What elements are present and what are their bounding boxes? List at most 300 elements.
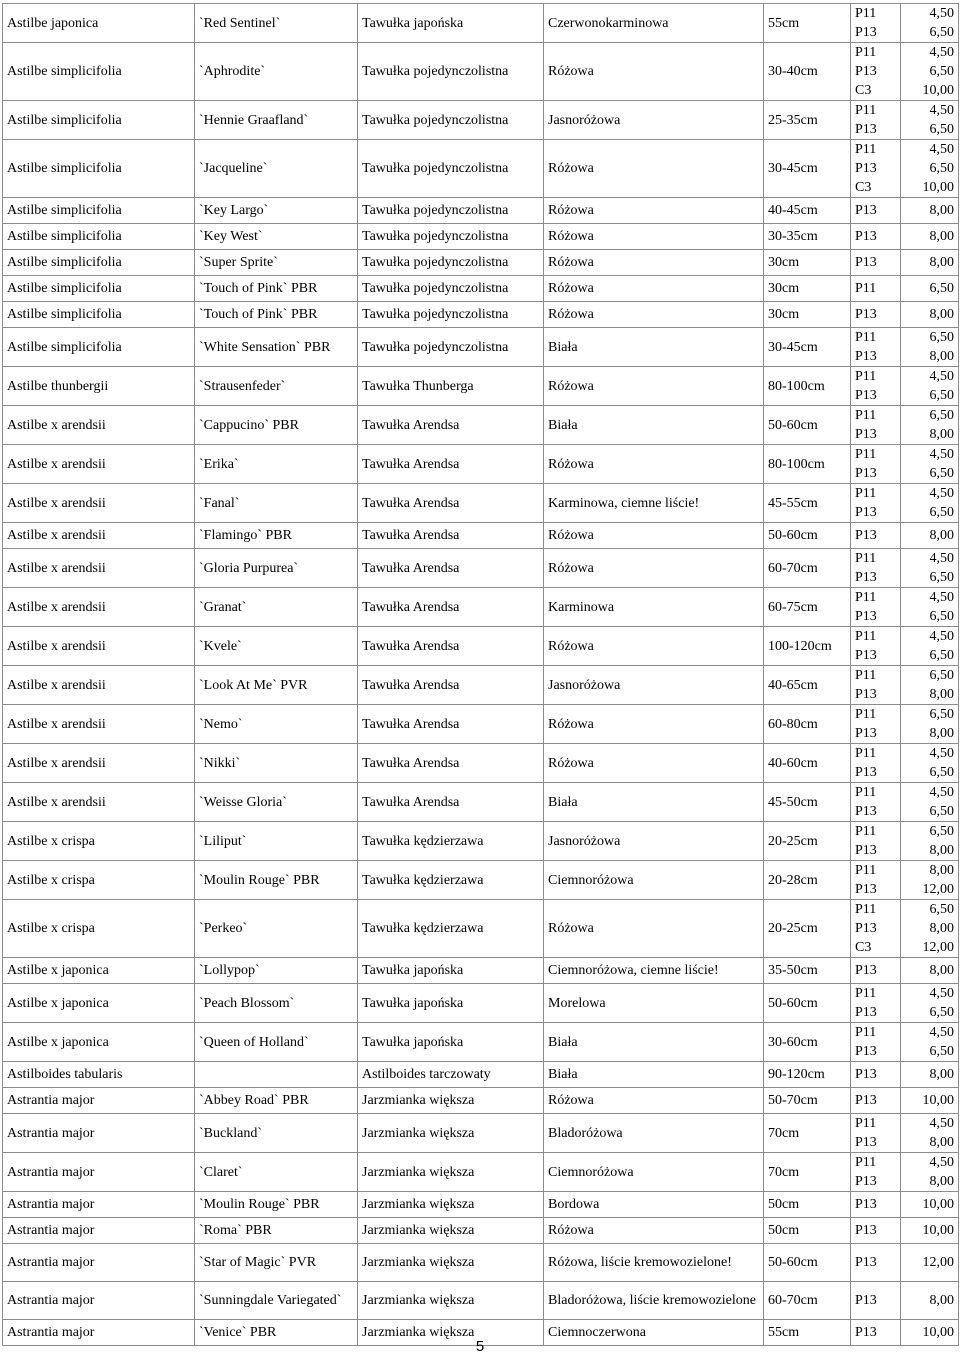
price-cell [901,250,959,276]
latin-name-cell: Astilbe simplicifolia [3,302,195,328]
table-row [3,276,959,302]
pot-size: P11 [855,746,877,761]
price: 6,50 [929,388,954,403]
table-row [3,861,959,900]
cultivar-cell: `Claret` [195,1153,358,1192]
latin-name-cell: Astilbe x arendsii [3,627,195,666]
pot-size: P11 [855,330,877,345]
page-number: 5 [475,1338,485,1355]
pot-size-cell [851,900,901,958]
latin-name-cell: Astilbe x japonica [3,958,195,984]
color-cell: Różowa [544,198,764,224]
color-cell: Biała [544,1062,764,1088]
table-row [3,1062,959,1088]
pot-size: P13 [855,349,877,364]
table-row [3,140,959,198]
height-cell: 20-25cm [764,900,851,958]
price: 6,50 [929,25,954,40]
table-row [3,445,959,484]
latin-name-cell: Astilbe simplicifolia [3,198,195,224]
price: 6,50 [929,609,954,624]
pot-size-cell [851,861,901,900]
price: 4,50 [929,369,954,384]
pot-size: P13 [855,64,877,79]
height-cell: 55cm [764,1320,851,1346]
price: 6,50 [929,824,954,839]
pot-size: P13 [855,648,877,663]
pot-size: P13 [855,1067,877,1082]
latin-name-cell: Astrantia major [3,1088,195,1114]
pot-size: P11 [855,668,877,683]
price-cell [901,101,959,140]
color-cell: Różowa [544,367,764,406]
table-row [3,484,959,523]
cultivar-cell: `Strausenfeder` [195,367,358,406]
price: 4,50 [929,1155,954,1170]
cultivar-cell: `Nemo` [195,705,358,744]
polish-name-cell: Tawułka pojedynczolistna [358,276,544,302]
cultivar-cell: `Abbey Road` PBR [195,1088,358,1114]
pot-size-cell [851,43,901,101]
pot-size: P11 [855,142,877,157]
table-row [3,822,959,861]
height-cell: 55cm [764,4,851,43]
price: 4,50 [929,1025,954,1040]
price: 6,50 [929,570,954,585]
pot-size: P13 [855,255,877,270]
price-cell [901,666,959,705]
pot-size: P13 [855,1093,877,1108]
pot-size: P13 [855,1255,877,1270]
price: 4,50 [929,629,954,644]
color-cell: Ciemnoróżowa [544,861,764,900]
latin-name-cell: Astilbe x arendsii [3,744,195,783]
height-cell: 50-60cm [764,523,851,549]
price: 8,00 [929,863,954,878]
pot-size-cell [851,140,901,198]
latin-name-cell: Astilbe x arendsii [3,783,195,822]
pot-size: P13 [855,765,877,780]
cultivar-cell: `Weisse Gloria` [195,783,358,822]
height-cell: 20-25cm [764,822,851,861]
cultivar-cell: `Jacqueline` [195,140,358,198]
pot-size-cell [851,250,901,276]
height-cell: 30-40cm [764,43,851,101]
price: 8,00 [929,203,954,218]
pot-size: P13 [855,161,877,176]
table-row [3,1023,959,1062]
height-cell: 30cm [764,302,851,328]
polish-name-cell: Tawułka japońska [358,4,544,43]
table-row [3,101,959,140]
pot-size: P13 [855,609,877,624]
price: 8,00 [929,843,954,858]
pot-size-cell [851,1062,901,1088]
pot-size: P13 [855,1293,877,1308]
polish-name-cell: Tawułka japońska [358,984,544,1023]
pot-size: C3 [855,180,872,195]
price-cell [901,1088,959,1114]
height-cell: 60-80cm [764,705,851,744]
pot-size-cell [851,406,901,445]
price-cell [901,588,959,627]
pot-size: P13 [855,203,877,218]
price-cell [901,4,959,43]
price: 8,00 [929,963,954,978]
polish-name-cell: Tawułka Arendsa [358,445,544,484]
latin-name-cell: Astilbe x arendsii [3,523,195,549]
price-cell [901,445,959,484]
price: 6,50 [929,765,954,780]
price: 6,50 [929,804,954,819]
height-cell: 30-45cm [764,140,851,198]
polish-name-cell: Tawułka pojedynczolistna [358,328,544,367]
price: 6,50 [929,466,954,481]
pot-size: P11 [855,824,877,839]
polish-name-cell: Tawułka pojedynczolistna [358,250,544,276]
price: 8,00 [929,528,954,543]
price: 10,00 [922,1325,954,1340]
latin-name-cell: Astilbe simplicifolia [3,101,195,140]
pot-size: P11 [855,447,877,462]
cultivar-cell: `Perkeo` [195,900,358,958]
latin-name-cell: Astrantia major [3,1320,195,1346]
color-cell: Ciemnoróżowa, ciemne liście! [544,958,764,984]
price: 6,50 [929,122,954,137]
price: 6,50 [929,64,954,79]
color-cell: Różowa [544,705,764,744]
pot-size-cell [851,276,901,302]
color-cell: Ciemnoróżowa [544,1153,764,1192]
height-cell: 50-60cm [764,406,851,445]
latin-name-cell: Astilbe x crispa [3,861,195,900]
table-row [3,705,959,744]
pot-size: P13 [855,570,877,585]
price: 8,00 [929,1174,954,1189]
latin-name-cell: Astrantia major [3,1114,195,1153]
latin-name-cell: Astilbe x arendsii [3,666,195,705]
price: 8,00 [929,1067,954,1082]
price-cell [901,276,959,302]
pot-size: P13 [855,1005,877,1020]
table-row [3,1218,959,1244]
price: 4,50 [929,142,954,157]
height-cell: 45-55cm [764,484,851,523]
table-row [3,328,959,367]
price: 6,50 [929,668,954,683]
price: 10,00 [922,83,954,98]
latin-name-cell: Astilbe x crispa [3,822,195,861]
pot-size-cell [851,588,901,627]
color-cell: Różowa [544,140,764,198]
table-row [3,250,959,276]
height-cell: 40-45cm [764,198,851,224]
price: 10,00 [922,1197,954,1212]
price: 6,50 [929,902,954,917]
pot-size-cell [851,666,901,705]
pot-size-cell [851,484,901,523]
latin-name-cell: Astilbe x japonica [3,984,195,1023]
pot-size: P13 [855,528,877,543]
price: 4,50 [929,746,954,761]
latin-name-cell: Astrantia major [3,1244,195,1282]
polish-name-cell: Tawułka pojedynczolistna [358,101,544,140]
latin-name-cell: Astrantia major [3,1192,195,1218]
polish-name-cell: Tawułka pojedynczolistna [358,140,544,198]
height-cell: 90-120cm [764,1062,851,1088]
polish-name-cell: Tawułka Arendsa [358,705,544,744]
polish-name-cell: Tawułka Thunberga [358,367,544,406]
cultivar-cell: `Moulin Rouge` PBR [195,861,358,900]
cultivar-cell: `Moulin Rouge` PBR [195,1192,358,1218]
price: 4,50 [929,986,954,1001]
pot-size-cell [851,4,901,43]
price-cell [901,549,959,588]
cultivar-cell: `White Sensation` PBR [195,328,358,367]
table-row [3,744,959,783]
pot-size-cell [851,1114,901,1153]
cultivar-cell: `Key Largo` [195,198,358,224]
price-cell [901,406,959,445]
polish-name-cell: Tawułka Arendsa [358,627,544,666]
pot-size: P13 [855,963,877,978]
pot-size: P11 [855,986,877,1001]
pot-size: P11 [855,902,877,917]
price: 4,50 [929,6,954,21]
table-row [3,549,959,588]
latin-name-cell: Astilbe japonica [3,4,195,43]
pot-size-cell [851,1088,901,1114]
pot-size-cell [851,1023,901,1062]
pot-size: P13 [855,505,877,520]
table-row [3,783,959,822]
polish-name-cell: Tawułka Arendsa [358,744,544,783]
table-row [3,627,959,666]
pot-size: P11 [855,486,877,501]
pot-size-cell [851,1282,901,1320]
table-row [3,523,959,549]
polish-name-cell: Tawułka kędzierzawa [358,822,544,861]
price: 12,00 [922,882,954,897]
latin-name-cell: Astilboides tabularis [3,1062,195,1088]
price: 6,50 [929,281,954,296]
pot-size-cell [851,328,901,367]
color-cell: Różowa [544,43,764,101]
pot-size-cell [851,1218,901,1244]
polish-name-cell: Tawułka pojedynczolistna [358,224,544,250]
color-cell: Biała [544,1023,764,1062]
pot-size: P13 [855,726,877,741]
pot-size: P13 [855,427,877,442]
height-cell: 50-60cm [764,984,851,1023]
pot-size: P13 [855,882,877,897]
pot-size: P13 [855,1044,877,1059]
price: 4,50 [929,551,954,566]
table-row [3,958,959,984]
cultivar-cell: `Cappucino` PBR [195,406,358,445]
height-cell: 80-100cm [764,445,851,484]
pot-size: P13 [855,466,877,481]
pot-size-cell [851,822,901,861]
pot-size: P11 [855,1116,877,1131]
pot-size: P13 [855,1325,877,1340]
polish-name-cell: Tawułka Arendsa [358,783,544,822]
pot-size-cell [851,783,901,822]
plant-price-table [2,3,959,1346]
cultivar-cell: `Lollypop` [195,958,358,984]
color-cell: Jasnoróżowa [544,666,764,705]
color-cell: Czerwonokarminowa [544,4,764,43]
cultivar-cell: `Nikki` [195,744,358,783]
polish-name-cell: Tawułka pojedynczolistna [358,43,544,101]
cultivar-cell: `Gloria Purpurea` [195,549,358,588]
price: 6,50 [929,648,954,663]
height-cell: 40-65cm [764,666,851,705]
height-cell: 45-50cm [764,783,851,822]
price: 8,00 [929,726,954,741]
color-cell: Różowa, liście kremowozielone! [544,1244,764,1282]
pot-size: P13 [855,307,877,322]
pot-size: P11 [855,103,877,118]
color-cell: Różowa [544,523,764,549]
cultivar-cell: `Queen of Holland` [195,1023,358,1062]
pot-size: P13 [855,229,877,244]
price-cell [901,900,959,958]
table-row [3,4,959,43]
latin-name-cell: Astilbe x arendsii [3,484,195,523]
polish-name-cell: Tawułka Arendsa [358,523,544,549]
polish-name-cell: Jarzmianka większa [358,1153,544,1192]
pot-size: P11 [855,551,877,566]
price: 6,50 [929,408,954,423]
pot-size: C3 [855,940,872,955]
cultivar-cell: `Look At Me` PVR [195,666,358,705]
pot-size-cell [851,101,901,140]
price: 8,00 [929,307,954,322]
cultivar-cell: `Touch of Pink` PBR [195,276,358,302]
table-row [3,406,959,445]
polish-name-cell: Tawułka Arendsa [358,484,544,523]
price-cell [901,140,959,198]
price: 10,00 [922,1223,954,1238]
color-cell: Różowa [544,250,764,276]
pot-size: P13 [855,1223,877,1238]
cultivar-cell: `Flamingo` PBR [195,523,358,549]
price: 10,00 [922,180,954,195]
price: 8,00 [929,427,954,442]
color-cell: Morelowa [544,984,764,1023]
pot-size: P13 [855,804,877,819]
price-cell [901,822,959,861]
price-cell [901,705,959,744]
price: 4,50 [929,486,954,501]
height-cell: 30-45cm [764,328,851,367]
polish-name-cell: Jarzmianka większa [358,1218,544,1244]
height-cell: 70cm [764,1153,851,1192]
cultivar-cell: `Hennie Graafland` [195,101,358,140]
table-row [3,1192,959,1218]
pot-size: P13 [855,388,877,403]
price-cell [901,1023,959,1062]
pot-size-cell [851,627,901,666]
table-row [3,1088,959,1114]
cultivar-cell: `Peach Blossom` [195,984,358,1023]
pot-size-cell [851,1244,901,1282]
color-cell: Różowa [544,302,764,328]
price: 8,00 [929,921,954,936]
height-cell: 40-60cm [764,744,851,783]
price: 6,50 [929,505,954,520]
height-cell: 35-50cm [764,958,851,984]
price: 6,50 [929,707,954,722]
table-row [3,588,959,627]
price: 4,50 [929,447,954,462]
polish-name-cell: Astilboides tarczowaty [358,1062,544,1088]
latin-name-cell: Astrantia major [3,1218,195,1244]
latin-name-cell: Astilbe simplicifolia [3,43,195,101]
price-cell [901,484,959,523]
pot-size: P11 [855,6,877,21]
cultivar-cell: `Key West` [195,224,358,250]
latin-name-cell: Astrantia major [3,1282,195,1320]
latin-name-cell: Astilbe simplicifolia [3,276,195,302]
pot-size: P11 [855,281,877,296]
pot-size: P11 [855,408,877,423]
color-cell: Karminowa [544,588,764,627]
color-cell: Różowa [544,549,764,588]
polish-name-cell: Tawułka Arendsa [358,406,544,445]
polish-name-cell: Tawułka japońska [358,1023,544,1062]
pot-size: P11 [855,629,877,644]
color-cell: Różowa [544,276,764,302]
price: 8,00 [929,229,954,244]
price: 6,50 [929,330,954,345]
table-row [3,666,959,705]
price: 8,00 [929,255,954,270]
pot-size: P13 [855,1174,877,1189]
color-cell: Jasnoróżowa [544,822,764,861]
price: 8,00 [929,1135,954,1150]
latin-name-cell: Astrantia major [3,1153,195,1192]
pot-size: P11 [855,590,877,605]
height-cell: 70cm [764,1114,851,1153]
pot-size: P11 [855,1155,877,1170]
pot-size-cell [851,224,901,250]
cultivar-cell: `Venice` PBR [195,1320,358,1346]
latin-name-cell: Astilbe simplicifolia [3,328,195,367]
pot-size-cell [851,984,901,1023]
price-cell [901,984,959,1023]
table-body [3,4,959,1346]
cultivar-cell: `Touch of Pink` PBR [195,302,358,328]
price-cell [901,1062,959,1088]
height-cell: 20-28cm [764,861,851,900]
pot-size-cell [851,1153,901,1192]
pot-size: P13 [855,25,877,40]
color-cell: Biała [544,783,764,822]
latin-name-cell: Astilbe thunbergii [3,367,195,406]
pot-size: P13 [855,1135,877,1150]
pot-size-cell [851,549,901,588]
price: 8,00 [929,1293,954,1308]
table-row [3,43,959,101]
price: 8,00 [929,349,954,364]
color-cell: Karminowa, ciemne liście! [544,484,764,523]
price: 4,50 [929,590,954,605]
height-cell: 25-35cm [764,101,851,140]
latin-name-cell: Astilbe simplicifolia [3,140,195,198]
price-cell [901,783,959,822]
